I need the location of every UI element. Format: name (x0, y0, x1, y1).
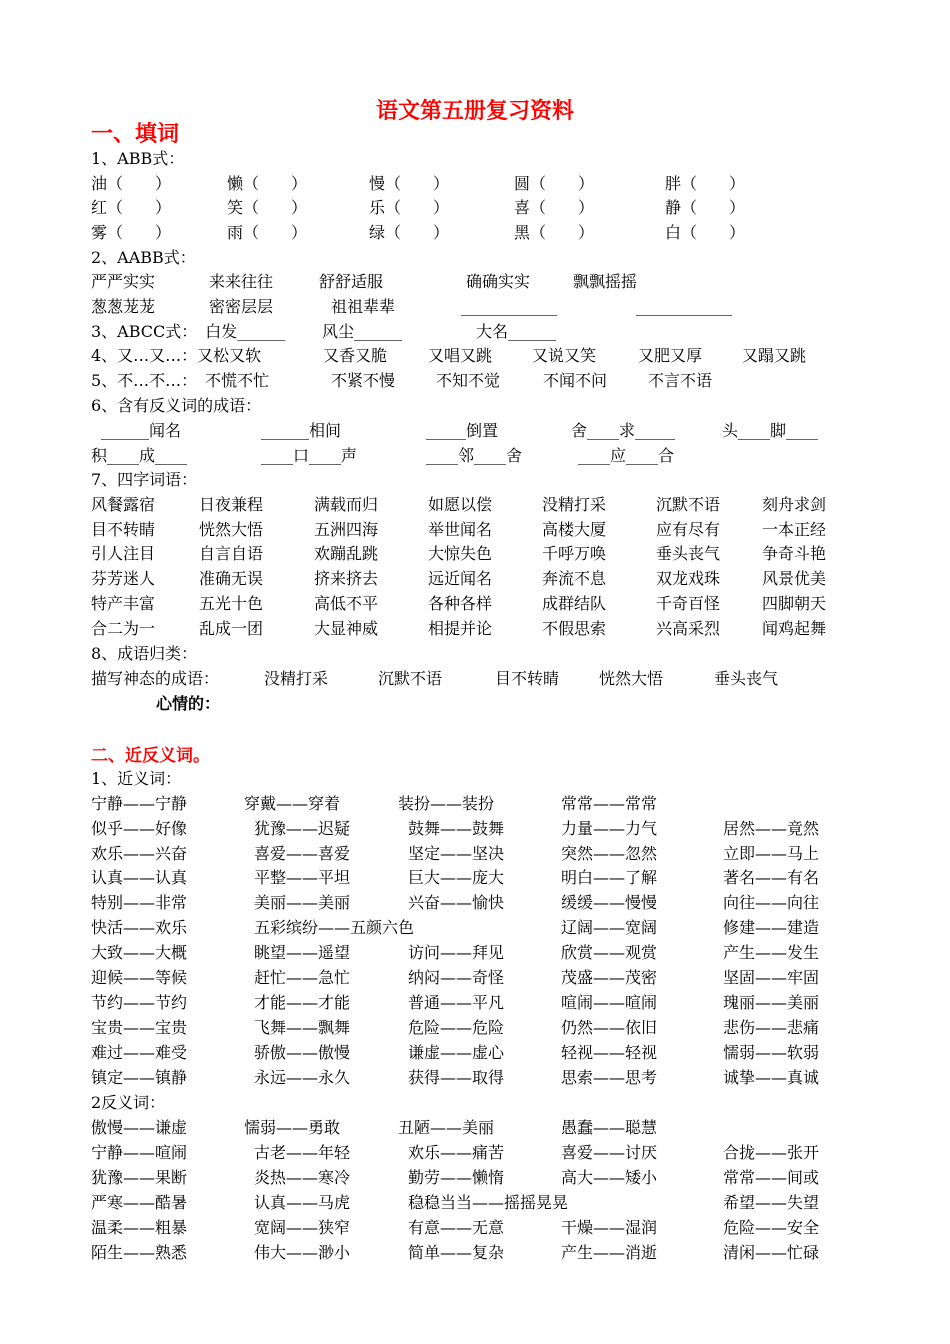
text-cell: 坚定——坚决 (408, 844, 505, 863)
text-cell: 傲慢——谦虚 (91, 1118, 188, 1137)
text-cell: 2、AABB式： (91, 248, 196, 267)
text-cell: ____口____声 (261, 446, 358, 465)
text-cell: 沉默不语 (656, 495, 721, 514)
text-cell: 稳稳当当——摇摇晃晃 (408, 1193, 569, 1212)
text-cell: 产生——发生 (723, 943, 820, 962)
text-cell: 沉默不语 (378, 669, 443, 688)
text-cell: 积____成____ (91, 446, 188, 465)
text-cell: 描写神态的成语： (91, 669, 220, 688)
text-cell: 快活——欢乐 (91, 918, 188, 937)
text-cell: 力量——力气 (561, 819, 658, 838)
text-cell: 芬芳迷人 (91, 569, 156, 588)
text-cell: 大致——大概 (91, 943, 188, 962)
text-cell: 访问——拜见 (408, 943, 505, 962)
text-cell: 心情的： (156, 694, 221, 713)
text-cell: 合二为一 (91, 619, 156, 638)
text-cell: 没精打采 (542, 495, 607, 514)
text-cell: 葱葱茏茏 (91, 297, 156, 316)
text-cell: 圆（ ） (514, 174, 595, 193)
text-cell: ______相间 (261, 421, 342, 440)
text-cell: 平整——平坦 (254, 868, 351, 887)
text-cell: 宽阔——狭窄 (254, 1218, 351, 1237)
text-cell: 向往——向往 (723, 893, 820, 912)
text-cell: 刻舟求剑 (762, 495, 827, 514)
text-cell: 眺望——遥望 (254, 943, 351, 962)
text-cell: 不闻不问 (543, 371, 608, 390)
text-cell: 懦弱——勇敢 (244, 1118, 341, 1137)
text-cell: 日夜兼程 (199, 495, 264, 514)
text-cell: ____邻____舍 (426, 446, 523, 465)
section-heading-fill-words: 一、填词 (91, 122, 180, 147)
text-cell: 常常——常常 (561, 794, 658, 813)
text-cell: 1、ABB式： (91, 149, 185, 168)
text-cell: 风餐露宿 (91, 495, 156, 514)
text-cell: 欢乐——兴奋 (91, 844, 188, 863)
text-cell: 居然——竟然 (723, 819, 820, 838)
text-cell: 危险——安全 (723, 1218, 820, 1237)
text-cell: 绿（ ） (369, 223, 450, 242)
text-cell: 成群结队 (542, 594, 607, 613)
text-cell: 普通——平凡 (408, 993, 505, 1012)
page-title: 语文第五册复习资料 (375, 99, 574, 124)
text-cell: 严寒——酷暑 (91, 1193, 188, 1212)
text-cell: 赶忙——急忙 (254, 968, 351, 987)
text-cell: 准确无误 (199, 569, 264, 588)
text-cell: 慢（ ） (369, 174, 450, 193)
text-cell: 古老——年轻 (254, 1143, 351, 1162)
text-cell: 永远——永久 (254, 1068, 351, 1087)
text-cell: 立即——马上 (723, 844, 820, 863)
text-cell: 红（ ） (91, 198, 172, 217)
text-cell: 满载而归 (314, 495, 379, 514)
text-cell: 懒（ ） (227, 174, 308, 193)
text-cell: 胖（ ） (665, 174, 746, 193)
text-cell: 一本正经 (762, 520, 827, 539)
text-cell: 不假思索 (542, 619, 607, 638)
text-cell: 勤劳——懒惰 (408, 1168, 505, 1187)
text-cell: ____应____合 (578, 446, 675, 465)
text-cell: 恍然大悟 (599, 669, 664, 688)
text-cell: 又蹋又跳 (742, 346, 807, 365)
text-cell: 舒舒适服 (319, 272, 384, 291)
text-cell: 又香又脆 (323, 346, 388, 365)
text-cell: 挤来挤去 (314, 569, 379, 588)
text-cell: 严严实实 (91, 272, 156, 291)
text-cell: 五彩缤纷——五颜六色 (254, 918, 415, 937)
text-cell: 谦虚——虚心 (408, 1043, 505, 1062)
text-cell: 突然——忽然 (561, 844, 658, 863)
text-cell: 节约——节约 (91, 993, 188, 1012)
text-cell: ____________ (461, 297, 557, 316)
text-cell: 自言自语 (199, 544, 264, 563)
text-cell: _____倒置 (426, 421, 499, 440)
text-cell: 陌生——熟悉 (91, 1243, 188, 1262)
text-cell: 犹豫——果断 (91, 1168, 188, 1187)
text-cell: 迎候——等候 (91, 968, 188, 987)
text-cell: 4、又…又…：又松又软 (91, 346, 262, 365)
text-cell: 修建——建造 (723, 918, 820, 937)
text-cell: 简单——复杂 (408, 1243, 505, 1262)
text-cell: 喜爱——喜爱 (254, 844, 351, 863)
text-cell: 认真——认真 (91, 868, 188, 887)
text-cell: 又唱又跳 (428, 346, 493, 365)
text-cell: 高楼大厦 (542, 520, 607, 539)
text-cell: 辽阔——宽阔 (561, 918, 658, 937)
text-cell: 常常——间或 (723, 1168, 820, 1187)
text-cell: 高大——矮小 (561, 1168, 658, 1187)
text-cell: 静（ ） (665, 198, 746, 217)
text-cell: 犹豫——迟疑 (254, 819, 351, 838)
text-cell: 又肥又厚 (638, 346, 703, 365)
text-cell: 如愿以偿 (428, 495, 493, 514)
text-cell: 恍然大悟 (199, 520, 264, 539)
text-cell: 穿戴——穿着 (244, 794, 341, 813)
text-cell: 目不转睛 (91, 520, 156, 539)
text-cell: ______闻名 (101, 421, 182, 440)
text-cell: 欢乐——痛苦 (408, 1143, 505, 1162)
text-cell: 诚挚——真诚 (723, 1068, 820, 1087)
text-cell: 千呼万唤 (542, 544, 607, 563)
text-cell: 举世闻名 (428, 520, 493, 539)
text-cell: 丑陋——美丽 (398, 1118, 495, 1137)
text-cell: 美丽——美丽 (254, 893, 351, 912)
text-cell: 镇定——镇静 (91, 1068, 188, 1087)
text-cell: 喜爱——讨厌 (561, 1143, 658, 1162)
text-cell: 头____脚____ (722, 421, 819, 440)
text-cell: 温柔——粗暴 (91, 1218, 188, 1237)
text-cell: 认真——马虎 (254, 1193, 351, 1212)
text-cell: 似乎——好像 (91, 819, 188, 838)
text-cell: 相提并论 (428, 619, 493, 638)
text-cell: 雨（ ） (227, 223, 308, 242)
text-cell: 难过——难受 (91, 1043, 188, 1062)
text-cell: 油（ ） (91, 174, 172, 193)
text-cell: 悲伤——悲痛 (723, 1018, 820, 1037)
text-cell: 笑（ ） (227, 198, 308, 217)
text-cell: 各种各样 (428, 594, 493, 613)
text-cell: 5、不…不…： 不慌不忙 (91, 371, 270, 390)
text-cell: 明白——了解 (561, 868, 658, 887)
text-cell: 双龙戏珠 (656, 569, 721, 588)
text-cell: 喜（ ） (514, 198, 595, 217)
text-cell: 6、含有反义词的成语： (91, 396, 262, 415)
text-cell: 喧闹——喧闹 (561, 993, 658, 1012)
section-heading-synonyms-antonyms: 二、近反义词。 (91, 746, 210, 766)
text-cell: 装扮——装扮 (398, 794, 495, 813)
text-cell: 乐（ ） (369, 198, 450, 217)
text-cell: 愚蠢——聪慧 (561, 1118, 658, 1137)
text-cell: 白（ ） (665, 223, 746, 242)
text-cell: 希望——失望 (723, 1193, 820, 1212)
text-cell: 仍然——依旧 (561, 1018, 658, 1037)
text-cell: 茂盛——茂密 (561, 968, 658, 987)
text-cell: 兴高采烈 (656, 619, 721, 638)
text-cell: 危险——危险 (408, 1018, 505, 1037)
text-cell: 著名——有名 (723, 868, 820, 887)
text-cell: 思索——思考 (561, 1068, 658, 1087)
text-cell: 兴奋——愉快 (408, 893, 505, 912)
text-cell: 产生——消逝 (561, 1243, 658, 1262)
text-cell: 大惊失色 (428, 544, 493, 563)
text-cell: 飞舞——飘舞 (254, 1018, 351, 1037)
text-cell: 四脚朝天 (762, 594, 827, 613)
text-cell: 祖祖辈辈 (331, 297, 396, 316)
text-cell: 宝贵——宝贵 (91, 1018, 188, 1037)
text-cell: 目不转睛 (495, 669, 560, 688)
text-cell: 合拢——张开 (723, 1143, 820, 1162)
text-cell: 高低不平 (314, 594, 379, 613)
text-cell: 8、成语归类： (91, 644, 198, 663)
text-cell: 缓缓——慢慢 (561, 893, 658, 912)
text-cell: 巨大——庞大 (408, 868, 505, 887)
text-cell: 垂头丧气 (714, 669, 779, 688)
text-cell: 宁静——喧闹 (91, 1143, 188, 1162)
text-cell: 干燥——湿润 (561, 1218, 658, 1237)
text-cell: 鼓舞——鼓舞 (408, 819, 505, 838)
text-cell: 特产丰富 (91, 594, 156, 613)
text-cell: 来来往往 (209, 272, 274, 291)
text-cell: 大名______ (476, 322, 557, 341)
text-cell: 风景优美 (762, 569, 827, 588)
text-cell: 闻鸡起舞 (762, 619, 827, 638)
text-cell: 又说又笑 (532, 346, 597, 365)
text-cell: 飘飘摇摇 (573, 272, 638, 291)
text-cell: 瑰丽——美丽 (723, 993, 820, 1012)
text-cell: 有意——无意 (408, 1218, 505, 1237)
text-cell: 不知不觉 (436, 371, 501, 390)
text-cell: 宁静——宁静 (91, 794, 188, 813)
text-cell: 7、四字词语： (91, 470, 198, 489)
text-cell: 五光十色 (199, 594, 264, 613)
text-cell: 远近闻名 (428, 569, 493, 588)
text-cell: 纳闷——奇怪 (408, 968, 505, 987)
text-cell: 炎热——寒冷 (254, 1168, 351, 1187)
text-cell: 伟大——渺小 (254, 1243, 351, 1262)
text-cell: 风尘______ (322, 322, 403, 341)
text-cell: 不紧不慢 (331, 371, 396, 390)
text-cell: 乱成一团 (199, 619, 264, 638)
text-cell: 争奇斗艳 (762, 544, 827, 563)
text-cell: 大显神威 (314, 619, 379, 638)
text-cell: 骄傲——傲慢 (254, 1043, 351, 1062)
text-cell: 3、ABCC式： 白发______ (91, 322, 286, 341)
text-cell: 欣赏——观赏 (561, 943, 658, 962)
text-cell: 不言不语 (648, 371, 713, 390)
text-cell: 特别——非常 (91, 893, 188, 912)
text-cell: 坚固——牢固 (723, 968, 820, 987)
text-cell: 应有尽有 (656, 520, 721, 539)
text-cell: 2反义词： (91, 1093, 166, 1112)
text-cell: 密密层层 (209, 297, 274, 316)
text-cell: 懦弱——软弱 (723, 1043, 820, 1062)
text-cell: 确确实实 (466, 272, 531, 291)
text-cell: 清闲——忙碌 (723, 1243, 820, 1262)
text-cell: 欢蹦乱跳 (314, 544, 379, 563)
text-cell: 舍____求_____ (571, 421, 676, 440)
text-cell: 才能——才能 (254, 993, 351, 1012)
text-cell: 1、近义词： (91, 769, 182, 788)
text-cell: 五洲四海 (314, 520, 379, 539)
text-cell: 轻视——轻视 (561, 1043, 658, 1062)
text-cell: 引人注目 (91, 544, 156, 563)
text-cell: ____________ (636, 297, 732, 316)
text-cell: 奔流不息 (542, 569, 607, 588)
text-cell: 黑（ ） (514, 223, 595, 242)
text-cell: 千奇百怪 (656, 594, 721, 613)
text-cell: 雾（ ） (91, 223, 172, 242)
text-cell: 垂头丧气 (656, 544, 721, 563)
text-cell: 没精打采 (264, 669, 329, 688)
text-cell: 获得——取得 (408, 1068, 505, 1087)
